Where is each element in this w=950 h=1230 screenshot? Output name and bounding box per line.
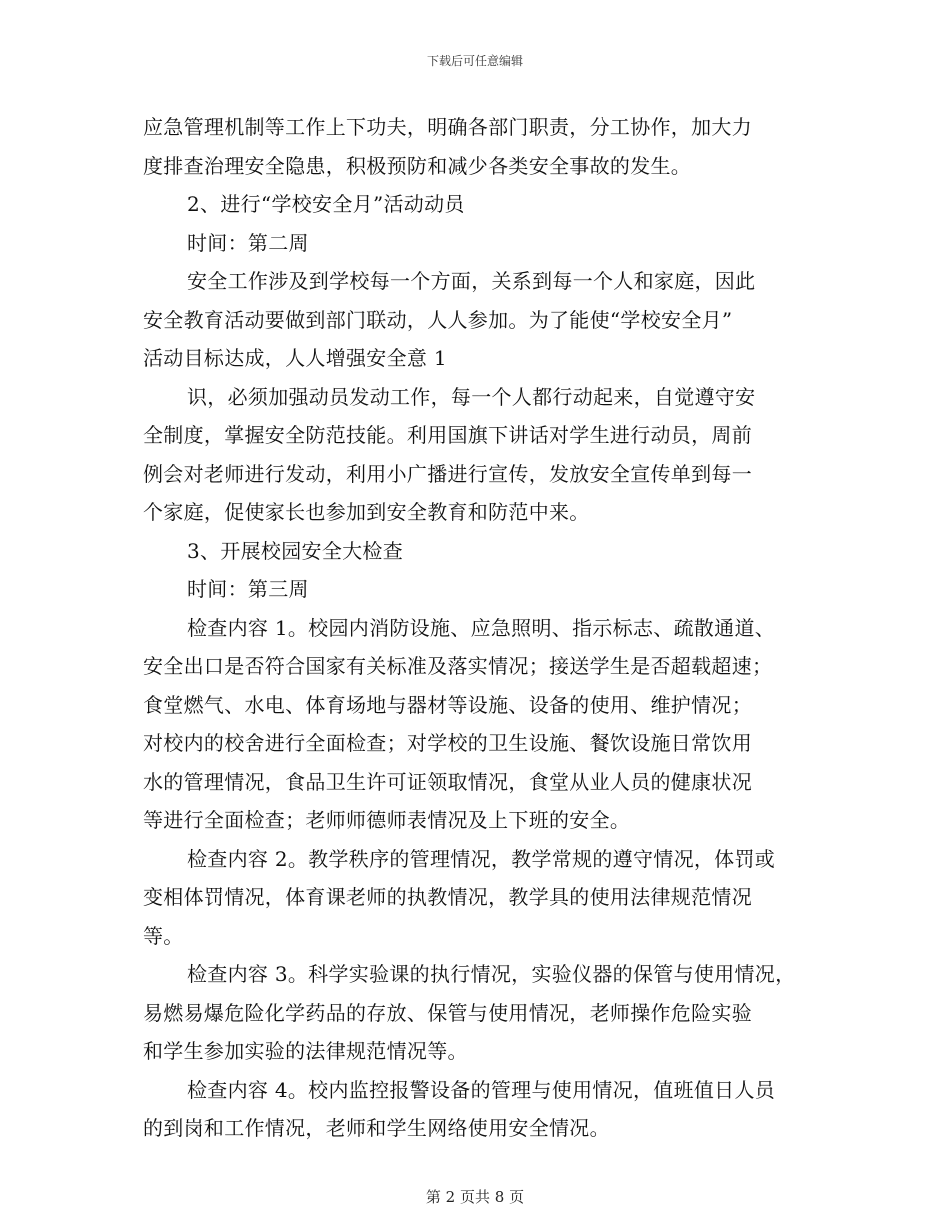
paragraph-line: 检查内容 3。科学实验课的执行情况，实验仪器的保管与使用情况， [187, 962, 796, 986]
paragraph-line: 安全工作涉及到学校每一个方面，关系到每一个人和家庭，因此 [187, 269, 756, 293]
paragraph-line: 检查内容 4。校内监控报警设备的管理与使用情况，值班值日人员 [187, 1078, 776, 1102]
page-number: 第 2 页共 8 页 [425, 1188, 525, 1206]
section-heading: 3、开展校园安全大检查 [187, 539, 404, 563]
paragraph-line: 检查内容 1。校园内消防设施、应急照明、指示标志、疏散通道、 [187, 616, 776, 640]
paragraph-line: 对校内的校舍进行全面检查；对学校的卫生设施、餐饮设施日常饮用 [143, 731, 752, 755]
section-heading: 2、进行“学校安全月”活动动员 [187, 192, 465, 216]
paragraph-line: 等进行全面检查；老师师德师表情况及上下班的安全。 [143, 808, 631, 832]
paragraph-line: 水的管理情况，食品卫生许可证领取情况，食堂从业人员的健康状况 [143, 770, 752, 794]
paragraph-line: 全制度，掌握安全防范技能。利用国旗下讲话对学生进行动员，周前 [143, 423, 752, 447]
time-line: 时间：第三周 [187, 577, 309, 601]
paragraph-line: 例会对老师进行发动，利用小广播进行宣传，发放安全宣传单到每一 [143, 462, 752, 486]
paragraph-line: 变相体罚情况，体育课老师的执教情况，教学具的使用法律规范情况 [143, 885, 752, 909]
paragraph-line: 应急管理机制等工作上下功夫，明确各部门职责，分工协作，加大力 [143, 115, 752, 139]
paragraph-line: 等。 [143, 924, 184, 948]
paragraph-line: 食堂燃气、水电、体育场地与器材等设施、设备的使用、维护情况； [143, 693, 752, 717]
paragraph-line: 的到岗和工作情况，老师和学生网络使用安全情况。 [143, 1116, 610, 1140]
paragraph-line: 安全出口是否符合国家有关标准及落实情况；接送学生是否超载超速； [143, 654, 773, 678]
time-line: 时间：第二周 [187, 231, 309, 255]
page-header: 下载后可任意编辑 [426, 54, 523, 68]
paragraph-line: 检查内容 2。教学秩序的管理情况，教学常规的遵守情况，体罚或 [187, 847, 776, 871]
paragraph-line: 度排查治理安全隐患，积极预防和减少各类安全事故的发生。 [143, 154, 692, 178]
paragraph-line: 活动目标达成，人人增强安全意 1 [143, 346, 447, 370]
paragraph-line: 个家庭，促使家长也参加到安全教育和防范中来。 [143, 500, 590, 524]
paragraph-line: 易燃易爆危险化学药品的存放、保管与使用情况，老师操作危险实验 [143, 1001, 752, 1025]
paragraph-line: 识，必须加强动员发动工作，每一个人都行动起来，自觉遵守安 [187, 385, 756, 409]
paragraph-line: 和学生参加实验的法律规范情况等。 [143, 1039, 468, 1063]
paragraph-line: 安全教育活动要做到部门联动，人人参加。为了能使“学校安全月” [143, 308, 733, 332]
